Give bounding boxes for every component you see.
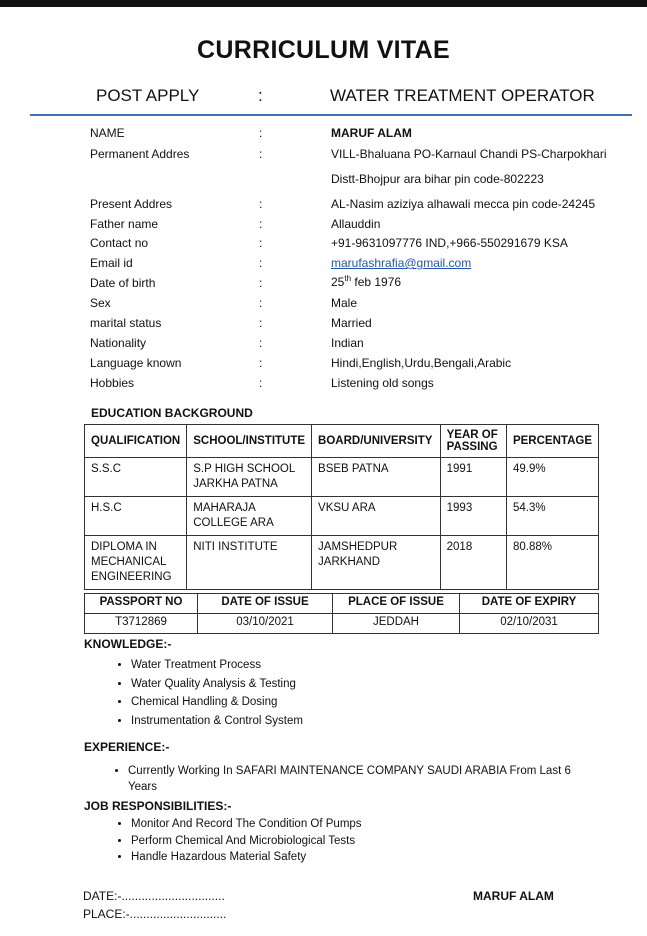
list-item: • Water Treatment Process <box>131 656 303 675</box>
list-item: • Currently Working In SAFARI MAINTENANCE COMPANY SAUDI ARABIA From Last 6 Years <box>128 763 578 795</box>
table-cell: 03/10/2021 <box>198 614 333 634</box>
passport-table <box>84 593 599 634</box>
marital-status-label: marital status <box>90 316 162 330</box>
table-cell: 49.9% <box>506 458 598 497</box>
marital-status-value: Married <box>331 316 372 330</box>
post-apply-label: POST APPLY <box>96 86 200 105</box>
table-row <box>85 497 599 536</box>
colon: : <box>259 276 263 290</box>
colon: : <box>259 316 263 330</box>
table-header-row <box>85 594 599 614</box>
page-title: CURRICULUM VITAE <box>197 36 450 64</box>
education-heading: EDUCATION BACKGROUND <box>91 406 253 420</box>
dob-rest: feb 1976 <box>351 275 402 289</box>
table-cell: MAHARAJA COLLEGE ARA <box>187 497 312 536</box>
permanent-address-label: Permanent Addres <box>90 147 190 161</box>
nationality-value: Indian <box>331 336 364 350</box>
table-cell: 1991 <box>440 458 506 497</box>
list-item: • Perform Chemical And Microbiological Tests <box>131 833 362 850</box>
post-apply-colon: : <box>258 86 263 105</box>
experience-heading: EXPERIENCE:- <box>84 740 170 754</box>
header-cell: DATE OF ISSUE <box>198 594 333 614</box>
colon: : <box>259 356 263 370</box>
table-row <box>85 614 599 634</box>
table-cell: NITI INSTITUTE <box>187 536 312 590</box>
colon: : <box>259 296 263 310</box>
hobbies-label: Hobbies <box>90 376 135 390</box>
table-cell: S.S.C <box>85 458 187 497</box>
responsibilities-list <box>113 816 362 866</box>
date-field: DATE:-............................... <box>83 889 225 903</box>
place-field: PLACE:-............................. <box>83 907 227 921</box>
hobbies-value: Listening old songs <box>331 376 434 390</box>
nationality-label: Nationality <box>90 336 147 350</box>
contact-label: Contact no <box>90 236 149 250</box>
dob-ordinal: th <box>344 274 352 283</box>
email-link[interactable]: marufashrafia@gmail.com <box>331 256 472 270</box>
colon: : <box>259 236 263 250</box>
knowledge-list <box>113 656 303 730</box>
table-cell: JAMSHEDPUR JARKHAND <box>312 536 441 590</box>
present-address-value: AL-Nasim aziziya alhawali mecca pin code-24245 <box>331 197 596 211</box>
table-cell: 1993 <box>440 497 506 536</box>
colon: : <box>259 376 263 390</box>
colon: : <box>259 256 263 270</box>
table-cell: BSEB PATNA <box>312 458 441 497</box>
education-table <box>84 424 599 590</box>
post-apply-value: WATER TREATMENT OPERATOR <box>330 86 595 105</box>
knowledge-heading: KNOWLEDGE:- <box>84 637 172 651</box>
table-cell: S.P HIGH SCHOOL JARKHA PATNA <box>187 458 312 497</box>
colon: : <box>259 336 263 350</box>
top-border <box>0 0 647 7</box>
table-cell: JEDDAH <box>333 614 460 634</box>
table-cell: H.S.C <box>85 497 187 536</box>
header-cell: BOARD/UNIVERSITY <box>312 425 441 458</box>
signature-name: MARUF ALAM <box>473 889 554 903</box>
table-cell: 54.3% <box>506 497 598 536</box>
father-name-label: Father name <box>90 217 159 231</box>
sex-label: Sex <box>90 296 111 310</box>
table-cell: T3712869 <box>85 614 198 634</box>
header-cell: DATE OF EXPIRY <box>460 594 599 614</box>
permanent-address-line1: VILL-Bhaluana PO-Karnaul Chandi PS-Charpokhari <box>331 147 607 161</box>
name-value: MARUF ALAM <box>331 126 412 140</box>
colon: : <box>259 147 263 161</box>
dob-label: Date of birth <box>90 276 156 290</box>
table-cell: DIPLOMA IN MECHANICAL ENGINEERING <box>85 536 187 590</box>
table-cell: VKSU ARA <box>312 497 441 536</box>
header-cell: QUALIFICATION <box>85 425 187 458</box>
header-cell: PASSPORT NO <box>85 594 198 614</box>
language-value: Hindi,English,Urdu,Bengali,Arabic <box>331 356 512 370</box>
table-row <box>85 458 599 497</box>
header-cell: PERCENTAGE <box>506 425 598 458</box>
list-item: • Monitor And Record The Condition Of Pumps <box>131 816 362 833</box>
list-item: • Instrumentation & Control System <box>131 712 303 731</box>
colon: : <box>259 217 263 231</box>
experience-list <box>110 763 578 795</box>
header-cell: PLACE OF ISSUE <box>333 594 460 614</box>
list-item: • Water Quality Analysis & Testing <box>131 675 303 694</box>
father-name-value: Allauddin <box>331 217 381 231</box>
header-cell: YEAR OF PASSING <box>440 425 506 458</box>
sex-value: Male <box>331 296 358 310</box>
colon: : <box>259 126 263 140</box>
header-cell: SCHOOL/INSTITUTE <box>187 425 312 458</box>
dob-value <box>331 274 401 289</box>
table-cell: 02/10/2031 <box>460 614 599 634</box>
list-item: • Chemical Handling & Dosing <box>131 693 303 712</box>
responsibilities-heading: JOB RESPONSIBILITIES:- <box>84 799 232 813</box>
dob-day: 25 <box>331 275 345 289</box>
name-label: NAME <box>90 126 125 140</box>
contact-value: +91-9631097776 IND,+966-550291679 KSA <box>331 236 568 250</box>
table-cell: 2018 <box>440 536 506 590</box>
table-row <box>85 536 599 590</box>
list-item: • Handle Hazardous Material Safety <box>131 849 362 866</box>
email-label: Email id <box>90 256 133 270</box>
header-divider <box>30 114 632 116</box>
permanent-address-line2: Distt-Bhojpur ara bihar pin code-802223 <box>331 172 544 186</box>
table-cell: 80.88% <box>506 536 598 590</box>
language-label: Language known <box>90 356 182 370</box>
table-header-row <box>85 425 599 458</box>
colon: : <box>259 197 263 211</box>
present-address-label: Present Addres <box>90 197 173 211</box>
